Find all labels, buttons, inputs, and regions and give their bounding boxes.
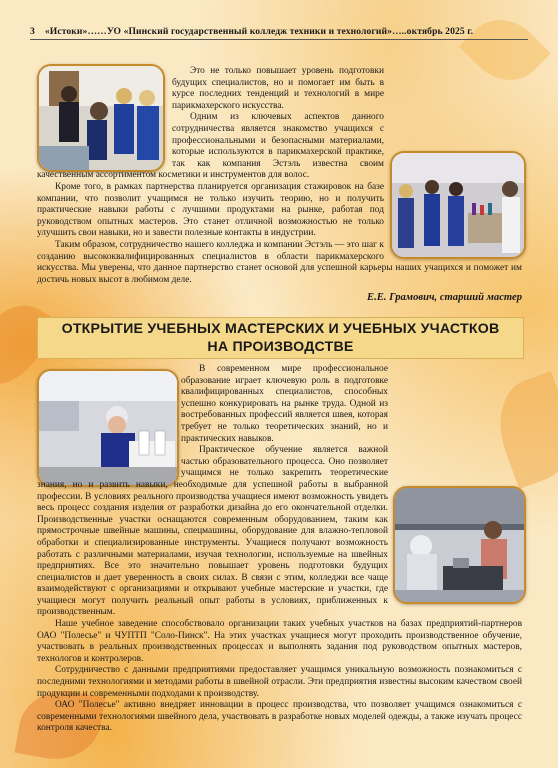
- article2-title-line-2: НА ПРОИЗВОДСТВЕ: [207, 339, 354, 355]
- article2-paragraph-2: Практическое обучение является важной частью образовательного процесса. Оно позволяет учащимся не только закрепить теоретические знания, но и развить навыки, необходимые для успешной работы в выбранной профессии. В условиях реального производства учащиеся имеют возможность увидеть весь процесс создания изделия от разработки дизайна до его окончательной отделки. Производственные участки оснащаются современным оборудованием, таким как прямострочные швейные машины, спецмашины, оборудование для влажно-тепловой обработки и специализированные инструменты. Учащиеся получают возможность работать с различными материалами, изучая технологии, используемые на швейных предприятиях. Все это значительно повышает уровень подготовки будущих специалистов и дает уверенность в своих силах. В связи с этим, колледжи все чаще взаимодействуют с организациями и открывают учебные мастерские и участки, где учащиеся могут получить реальный опыт работы в условиях, приближенных к производственным.: [37, 445, 388, 618]
- article2-paragraph-4: Сотрудничество с данными предприятиями предоставляет учащимся уникальную возможность познакомиться с последними технологиями и методами работы в швейной отрасли. Эти предприятия известны высоким качеством своей продукции и современными подходами к производству.: [37, 665, 522, 699]
- page-header: [30, 26, 528, 37]
- page-content: [30, 26, 528, 40]
- article2-title-line-1: ОТКРЫТИЕ УЧЕБНЫХ МАСТЕРСКИХ И УЧЕБНЫХ УЧАСТКОВ: [61, 321, 500, 337]
- header-text: «Истоки»……УО «Пинский государственный колледж техники и технологий»…..октябрь 2025 г.: [44, 26, 474, 37]
- article2-paragraph-5: ОАО "Полесье" активно внедряет инновации в процесс производства, что позволяет учащимся ознакомиться с современными технологиями швейного дела, участвовать в разработке новых моделей одежды, а также изучать процесс контроля качества.: [37, 700, 522, 734]
- article1-paragraph-2: Одним из ключевых аспектов данного сотрудничества является знакомство учащихся с профессиональными и безопасными материалами, которые используются в парикмахерской практике, так как компания Эстэль известна своим качественным ассортиментом косметики и инструментов для волос.: [37, 112, 384, 181]
- article1-flow: [37, 66, 522, 303]
- article1-paragraph-3: Кроме того, в рамках партнерства планируется организация стажировок на базе компании, что позволит учащимся не только изучить теорию, но и получить практические навыки работы с лучшими продуктами на рынке, работая под руководством опытных мастеров. Это станет отличной возможностью не только улучшить свои навыки, но и завести полезные контакты в индустрии.: [37, 181, 384, 239]
- article2-paragraph-1: В современном мире профессиональное образование играет ключевую роль в подготовке квалифицированных специалистов, способных успешно конкурировать на рынке труда. Одной из востребованных профессий является швея, которая требует не только теоретических знаний, но и практических навыков.: [181, 364, 388, 444]
- article1-paragraph-1: Это не только повышает уровень подготовки будущих специалистов, но и помогает им быть в курсе последних тенденций и технологий в мире парикмахерского искусства.: [172, 66, 384, 111]
- article2-flow: [37, 364, 522, 735]
- page-number: 3: [30, 26, 35, 37]
- article2-paragraph-3: Наше учебное заведение способствовало организации таких учебных участков на базах предприятий-партнеров ОАО "Полесье" и ЧУПТП "Соло-Пинск". На этих участках учащиеся могут проходить производственное обучение, участвовать в реальных производственных процессах и выполнять задания под руководством опытных мастеров, технологов и контролеров.: [37, 619, 522, 664]
- article2-title-box: [37, 317, 524, 359]
- article1-paragraph-4: Таким образом, сотрудничество нашего колледжа и компании Эстэль — это шаг к созданию высококвалифицированных специалистов в области парикмахерского искусства. Мы уверены, что данное партнерство станет основой для успешной карьеры наших учащихся и поможет им достичь новых высот в любимом деле.: [37, 239, 522, 285]
- header-divider: [30, 39, 528, 40]
- article1-signature: Е.Е. Грамович, старший мастер: [367, 292, 522, 304]
